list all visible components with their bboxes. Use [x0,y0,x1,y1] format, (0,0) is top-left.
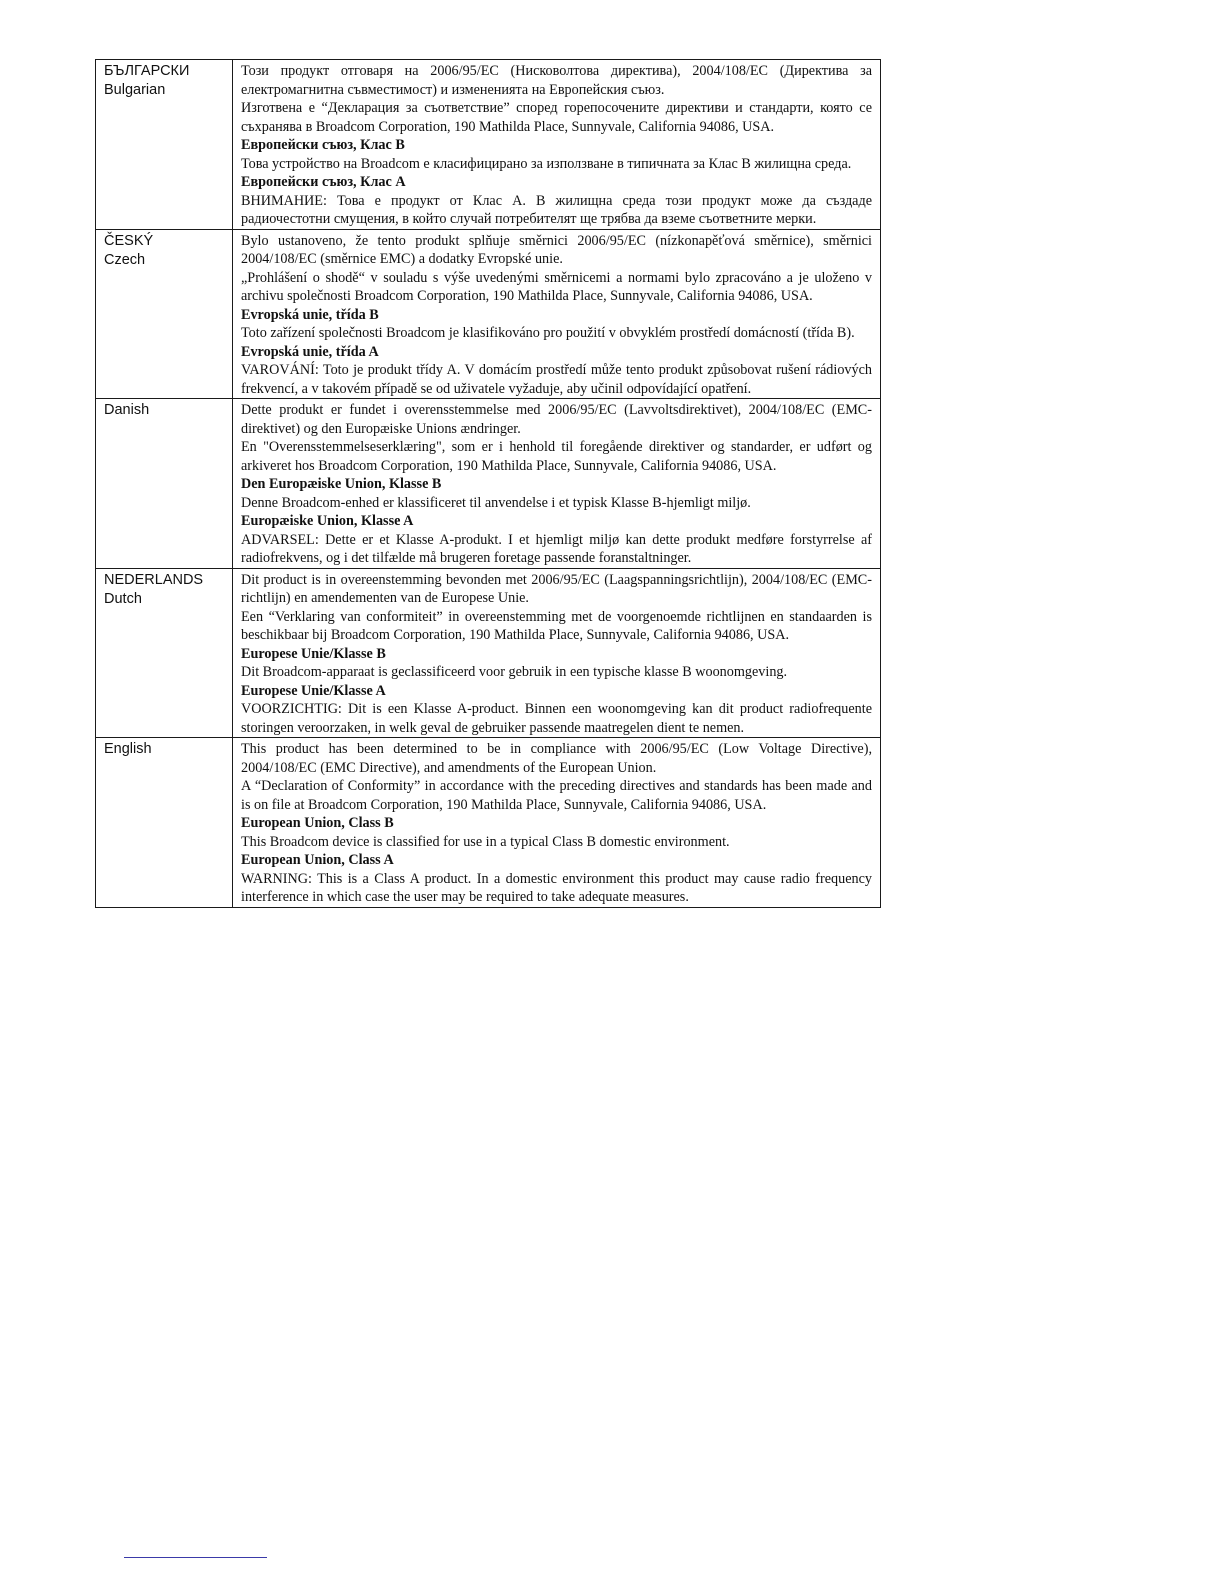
class-a-paragraph: ВНИМАНИЕ: Това е продукт от Клас A. В жилищна среда този продукт може да създаде радиочестотни смущения, в който случай потребителят ще трябва да вземе съответните мерки. [241,192,872,227]
class-b-heading: European Union, Class B [241,815,394,831]
footnote-separator [124,1557,267,1558]
table-row [96,229,881,399]
statement-cell [233,399,881,569]
class-a-paragraph: VOORZICHTIG: Dit is een Klasse A-product. Binnen een woonomgeving kan dit product radiofrequente storingen veroorzaken, in welk geval de gebruiker passende maatregelen dient te nemen. [241,701,872,736]
class-b-paragraph: This Broadcom device is classified for use in a typical Class B domestic environment. [241,833,730,850]
table-row [96,568,881,738]
class-b-heading: Europese Unie/Klasse B [241,645,386,662]
compliance-paragraph: Bylo ustanoveno, že tento produkt splňuje směrnici 2006/95/EC (nízkonapěťová směrnice), směrnici 2004/108/EC (směrnice EMC) a dodatky Evropské unie. [241,232,872,267]
class-a-heading: Европейски съюз, Клас A [241,174,406,190]
compliance-paragraph: Dit product is in overeenstemming bevonden met 2006/95/EC (Laagspanningsrichtlijn), 2004/108/EC (EMC-richtlijn) en amendementen van de Europese Unie. [241,571,872,606]
language-cell [96,229,233,399]
class-a-heading: European Union, Class A [241,852,394,868]
language-cell [96,60,233,230]
statement-cell [233,229,881,399]
statement-cell [233,738,881,908]
table-row [96,399,881,569]
class-a-paragraph: VAROVÁNÍ: Toto je produkt třídy A. V domácím prostředí může tento produkt způsobovat rušení rádiových frekvencí, a v takovém případě se od uživatele vyžaduje, aby učinil odpovídající opatření. [241,362,872,397]
language-native: ČESKÝ [104,232,154,249]
statement-cell [233,60,881,230]
declaration-paragraph: A “Declaration of Conformity” in accordance with the preceding directives and standards has been made and is on file at Broadcom Corporation, 190 Mathilda Place, Sunnyvale, California 94086, USA. [241,778,872,813]
compliance-table [95,59,881,908]
class-a-heading: Evropská unie, třída A [241,343,379,360]
class-a-paragraph: WARNING: This is a Class A product. In a domestic environment this product may cause radio frequency interference in which case the user may be required to take adequate measures. [241,870,872,905]
declaration-paragraph: Изготвена е “Декларация за съответствие” според горепосочените директиви и стандарти, която се съхранява в Broadcom Corporation, 190 Mathilda Place, Sunnyvale, California 94086, USA. [241,100,872,135]
class-b-paragraph: Denne Broadcom-enhed er klassificeret til anvendelse i et typisk Klasse B-hjemligt miljø. [241,494,751,511]
language-cell [96,568,233,738]
declaration-paragraph: Een “Verklaring van conformiteit” in overeenstemming met de voorgenoemde richtlijnen en standaarden is beschikbaar bij Broadcom Corporation, 190 Mathilda Place, Sunnyvale, California 94086, USA. [241,608,872,643]
language-cell [96,399,233,569]
language-cell [96,738,233,908]
class-b-heading: Den Europæiske Union, Klasse B [241,476,442,492]
class-a-paragraph: ADVARSEL: Dette er et Klasse A-produkt. I et hjemligt miljø kan dette produkt medføre forstyrrelse af radiofrekvens, og i det tilfælde må brugeren foretage passende foranstaltninger. [241,531,872,566]
language-native: NEDERLANDS [104,571,204,588]
class-b-heading: Европейски съюз, Клас B [241,137,405,153]
declaration-paragraph: En "Overensstemmelseserklæring", som er i henhold til foregående direktiver og standarder, er udført og arkiveret hos Broadcom Corporation, 190 Mathilda Place, Sunnyvale, California 94086, USA. [241,439,872,474]
language-native: БЪЛГАРСКИ [104,63,190,79]
class-a-heading: Europese Unie/Klasse A [241,682,386,699]
class-b-heading: Evropská unie, třída B [241,306,379,323]
class-b-paragraph: Dit Broadcom-apparaat is geclassificeerd voor gebruik in een typische klasse B woonomgeving. [241,664,788,680]
language-english: Czech [104,251,146,268]
compliance-paragraph: This product has been determined to be in compliance with 2006/95/EC (Low Voltage Directive), 2004/108/EC (EMC Directive), and amendments of the European Union. [241,741,872,776]
statement-cell [233,568,881,738]
language-english: Bulgarian [104,82,166,98]
declaration-paragraph: „Prohlášení o shodě“ v souladu s výše uvedenými směrnicemi a normami bylo zpracováno a je uloženo v archivu společnosti Broadcom Corporation, 190 Mathilda Place, Sunnyvale, California 94086, USA. [241,269,872,304]
compliance-paragraph: Dette produkt er fundet i overensstemmelse med 2006/95/EC (Lavvoltsdirektivet), 2004/108/EC (EMC-direktivet) og den Europæiske Unions ændringer. [241,402,872,437]
class-a-heading: Europæiske Union, Klasse A [241,513,414,529]
class-b-paragraph: Това устройство на Broadcom е класифицирано за използване в типичната за Клас B жилищна среда. [241,155,852,172]
class-b-paragraph: Toto zařízení společnosti Broadcom je klasifikováno pro použití v obvyklém prostředí domácností (třída B). [241,325,855,341]
compliance-paragraph: Този продукт отговаря на 2006/95/EC (Нисковолтова директива), 2004/108/EC (Директива за електромагнитна съвместимост) и измененията на Европейския съюз. [241,63,872,98]
language-native: English [104,741,152,757]
table-row [96,738,881,908]
table-row [96,60,881,230]
language-english: Dutch [104,590,142,607]
language-native: Danish [104,402,150,418]
